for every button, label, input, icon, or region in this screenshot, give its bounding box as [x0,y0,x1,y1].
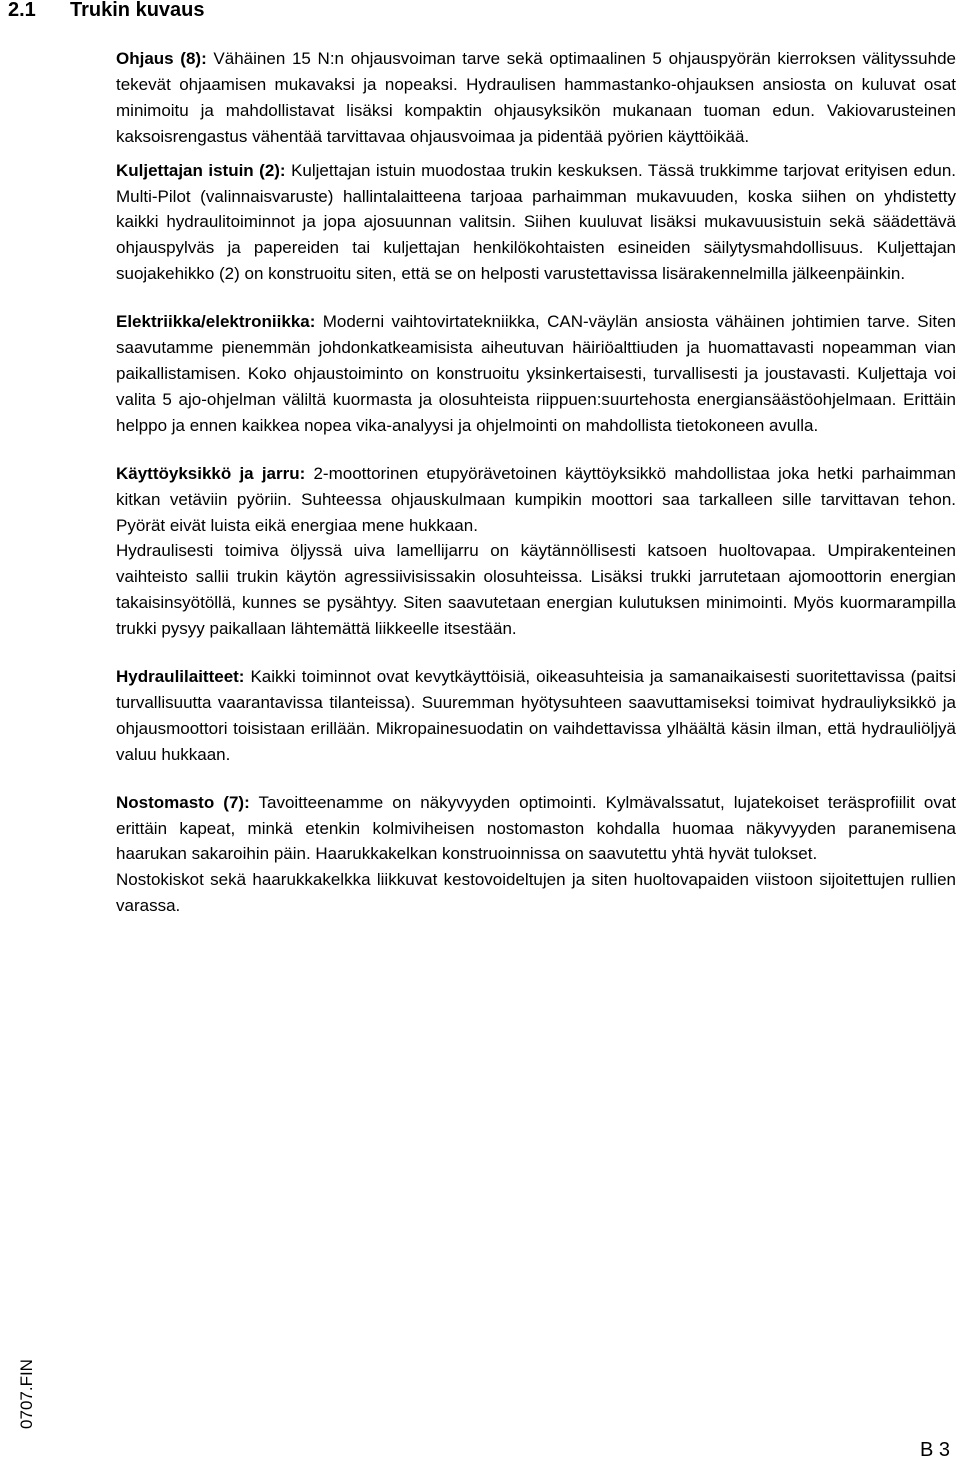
paragraph-text: Vähäinen 15 N:n ohjausvoiman tarve sekä optimaalinen 5 ohjauspyörän kierroksen välityssuhde tekevät ohjaamisen mukavaksi ja nopeaksi. Hydraulisen hammastanko-ohjauksen ansiosta on kuluvat osat minimoitu ja mahdollistavat lisäksi kompaktin ohjausyksikön mukanaan tuoman edun. Vakiovarusteinen kaksoisrengastus vähentää tarvittavaa ohjausvoimaa ja pidentää pyörien käyttöikää. [116,49,956,146]
paragraph-electrics [116,309,956,439]
paragraph-brake [116,538,956,642]
section-heading [8,0,205,22]
paragraph-text: Moderni vaihtovirtatekniikka, CAN-väylän ansiosta vähäinen johtimien tarve. Siten saavutamme pienemmän johdonkatkeamisista aiheutuvan häiriöalttiuden ja huomattavasti nopeamman vian paikallistamisen. Koko ohjaustoiminto on konstruoitu yksinkertaisesti, turvallisesti ja joustavasti. Kuljettaja voi valita 5 ajo-ohjelman väliltä kuormasta ja olosuhteista riippuen:suurtehosta energiansäästöohjelmaan. Erittäin helppo ja ennen kaikkea nopea vika-analyysi ja ohjelmointi on mahdollista tietokoneen avulla. [116,312,956,435]
paragraph-lead: Kuljettajan istuin (2): [116,160,286,180]
paragraph-text: Nostokiskot sekä haarukkakelkka liikkuvat kestovoideltujen ja siten huoltovapaiden viistoon sijoitettujen rullien varassa. [116,870,956,916]
paragraph-lead: Hydraulilaitteet: [116,667,245,687]
section-title: Trukin kuvaus [70,0,205,21]
paragraph-lead: Elektriikka/elektroniikka: [116,312,316,332]
page-number: B 3 [920,1439,951,1461]
paragraph-lead: Ohjaus (8): [116,49,207,68]
paragraph-drive-unit [116,461,956,539]
paragraph-mast [116,790,956,868]
paragraph-steering [116,46,956,150]
body-text [116,46,956,919]
paragraph-text: Kuljettajan istuin muodostaa trukin keskuksen. Tässä trukkimme tarjovat erityisen edun. Multi-Pilot (valinnaisvaruste) hallintalaitteena tarjoaa parhaimman mukavuuden, koska siihen on yhdistetty kaikki hydraulitoiminnot ja jopa ajosuunnan valitsin. Siihen kuuluvat lisäksi mukavuusistuin sekä säädettävä ohjauspylväs ja papereiden tai kuljettajan henkilökohtaisten esineiden säilytysmahdollisuus. Kuljettajan suojakehikko (2) on konstruoitu siten, että se on helposti varustettavissa lisärakennelmilla jälkeenpäinkin. [116,160,957,284]
paragraph-text: 2-moottorinen etupyörävetoinen käyttöyksikkö mahdollistaa joka hetki parhaimman kitkan vetäviin pyöriin. Suhteessa ohjauskulmaan kumpikin moottori saa tarkalleen sille tarvittavan tehon. Pyörät eivät luista eikä energiaa mene hukkaan. [116,463,956,535]
paragraph-driver-seat [116,158,956,288]
section-number: 2.1 [8,0,36,21]
paragraph-lead: Käyttöyksikkö ja jarru: [116,463,306,483]
paragraph-lead: Nostomasto (7): [116,792,250,812]
document-code: 0707.FIN [16,1359,36,1429]
paragraph-text: Tavoitteenamme on näkyvyyden optimointi. Kylmävalssatut, lujatekoiset teräsprofiilit ovat erittäin kapeat, minkä etenkin kolmiviheisen nostomaston kohdalla huomaa näkyvyyden paranemisena haarukan sakaroihin päin. Haarukkakelkan konstruoinnissa on saavutettu yhtä hyvät tulokset. [116,792,956,864]
paragraph-hydraulics [116,664,956,768]
paragraph-text: Hydraulisesti toimiva öljyssä uiva lamellijarru on käytännöllisesti katsoen huoltovapaa. Umpirakenteinen vaihteisto sallii trukin käytön agressiivisissakin olosuhteissa. Lisäksi trukki jarrutetaan ajomoottorin energian takaisinsyötöllä, kunnes se pysähtyy. Siten saavutetaan energian kulutuksen minimointi. Myös kuormarampilla trukki pysyy paikallaan lähtemättä liikkeelle itsestään. [116,541,956,639]
paragraph-text: Kaikki toiminnot ovat kevytkäyttöisiä, oikeasuhteisia ja samanaikaisesti suoritettavissa (paitsi turvallisuutta vaarantavissa tilanteissa). Suuremman hyötysuhteen saavuttamiseksi toimivat hydrauliyksikkö ja ohjausmoottori toisistaan erillään. Mikropainesuodatin on vaihdettavissa ylhäältä käsin ilman, että hydrauliöljyä valuu hukkaan. [116,667,956,764]
paragraph-mast-rollers [116,867,956,919]
